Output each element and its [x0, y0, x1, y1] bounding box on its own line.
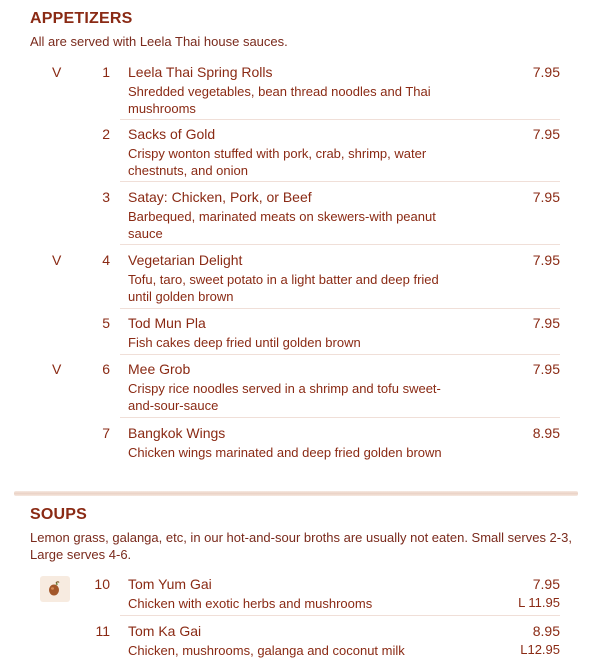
item-number: 6 [102, 361, 110, 377]
vegetarian-marker: V [52, 252, 62, 268]
item-name: Tom Ka Gai [128, 623, 202, 639]
item-description: Chicken with exotic herbs and mushrooms [128, 596, 373, 611]
item-name: Satay: Chicken, Pork, or Beef [128, 189, 312, 205]
item-name: Vegetarian Delight [128, 252, 243, 268]
item-name: Leela Thai Spring Rolls [128, 64, 273, 80]
item-number: 2 [102, 126, 110, 142]
item-name: Sacks of Gold [128, 126, 216, 142]
soups-title: SOUPS [30, 506, 88, 523]
item-price: 7.95 [532, 576, 560, 592]
item-price: 7.95 [532, 64, 560, 80]
item-price: 8.95 [532, 425, 560, 441]
item-description: Fish cakes deep fried until golden brown [128, 335, 361, 350]
item-description: Crispy rice noodles served in a shrimp and tofu sweet-and-sour-sauce [128, 381, 441, 413]
vegetarian-marker: V [52, 64, 62, 80]
section-divider [14, 491, 578, 496]
item-divider [120, 181, 560, 182]
item-number: 7 [102, 425, 110, 441]
item-price: 7.95 [532, 126, 560, 142]
item-divider [120, 354, 560, 355]
item-price: 7.95 [532, 315, 560, 331]
item-name: Tom Yum Gai [128, 576, 212, 592]
item-price-large: L12.95 [520, 642, 560, 657]
item-description: Barbequed, marinated meats on skewers-with peanut sauce [128, 209, 436, 241]
item-number: 3 [102, 189, 110, 205]
item-price: 7.95 [532, 189, 560, 205]
soups-note: Lemon grass, galanga, etc, in our hot-and-sour broths are usually not eaten. Small serves 2-3, Large serves 4-6. [30, 530, 572, 562]
item-divider [120, 417, 560, 418]
item-name: Tod Mun Pla [128, 315, 206, 331]
item-description: Chicken wings marinated and deep fried golden brown [128, 445, 442, 460]
item-number: 1 [102, 64, 110, 80]
appetizers-title: APPETIZERS [30, 10, 133, 27]
vegetarian-marker: V [52, 361, 62, 377]
item-divider [120, 615, 560, 616]
appetizers-note: All are served with Leela Thai house sauces. [30, 34, 288, 49]
item-number: 11 [95, 623, 110, 639]
item-divider [120, 244, 560, 245]
chili-pepper-icon [40, 576, 70, 602]
item-name: Bangkok Wings [128, 425, 226, 441]
item-divider [120, 119, 560, 120]
item-divider [120, 308, 560, 309]
item-description: Shredded vegetables, bean thread noodles and Thai mushrooms [128, 84, 431, 116]
item-name: Mee Grob [128, 361, 191, 377]
item-number: 5 [102, 315, 110, 331]
item-description: Crispy wonton stuffed with pork, crab, shrimp, water chestnuts, and onion [128, 146, 427, 178]
item-price: 8.95 [532, 623, 560, 639]
item-number: 10 [94, 576, 110, 592]
item-price: 7.95 [532, 252, 560, 268]
item-price: 7.95 [532, 361, 560, 377]
item-description: Chicken, mushrooms, galanga and coconut milk [128, 643, 405, 658]
item-description: Tofu, taro, sweet potato in a light batter and deep fried until golden brown [128, 272, 439, 304]
item-price-large: L 11.95 [518, 595, 560, 610]
item-number: 4 [102, 252, 110, 268]
